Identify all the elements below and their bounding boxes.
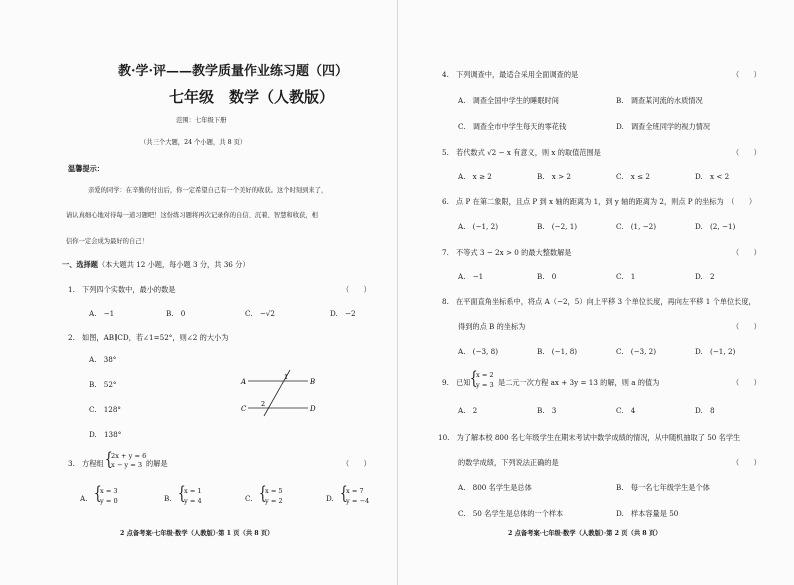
label-c: C [241, 405, 247, 413]
q3-stem-prefix: 3. 方程组 [68, 459, 104, 468]
q8-answer-paren: （ ） [732, 322, 761, 331]
q1-answer-paren: （ ） [342, 285, 371, 294]
q1-option-c: C. −√2 [245, 309, 275, 318]
q2-option-c: C. 128° [89, 405, 122, 414]
tips-line-3: 信你一定会成为最好的自己！ [66, 238, 148, 245]
label-d: D [310, 405, 316, 413]
q6-option-b: B. (−2, 1) [537, 222, 578, 231]
q8-stem-line1: 8. 在平面直角坐标系中，将点 A（−2，5）向上平移 3 个单位长度，再向左平移 1 个单位长度， [442, 297, 756, 306]
q10-option-d: D. 样本容量是 50 [616, 509, 679, 518]
q8-option-b: B. (−1, 8) [537, 347, 578, 356]
q1-option-d: D. −2 [330, 309, 356, 318]
q6-option-c: C. (1, −2) [616, 222, 657, 231]
q4-option-b: B. 调查某河流的水质情况 [616, 96, 703, 105]
q4-option-d: D. 调查全班同学的视力情况 [616, 122, 711, 131]
q5-option-a: A. x ≥ 2 [458, 172, 492, 181]
q6-option-d: D. (2, −1) [695, 222, 736, 231]
q5-answer-paren: （ ） [732, 148, 761, 157]
q9-system-brace: { [469, 368, 478, 389]
q2-parallel-lines-figure [238, 368, 322, 418]
q3-system-brace: { [104, 449, 113, 470]
q5-stem: 5. 若代数式 √2 − x 有意义，则 x 的取值范围是 [442, 148, 601, 157]
q6-stem: 6. 点 P 在第二象限，且点 P 到 x 轴的距离为 1，到 y 轴的距离为 2，则点 P 的坐标为 （ ） [442, 197, 757, 206]
q3-option-a-brace: { [93, 483, 102, 504]
q3-option-c-brace: { [258, 483, 267, 504]
q3-stem-suffix: 的解是 [146, 459, 168, 468]
q9-stem-suffix: 是二元一次方程 ax + 3y = 13 的解，则 a 的值为 [498, 378, 660, 387]
q10-option-a: A. 800 名学生是总体 [458, 483, 532, 492]
exam-scope: 范围：七年级下册 [176, 117, 227, 124]
tips-line-2: 请认真细心地对待每一道习题吧！这份练习题将再次记录你的自信、沉着、智慧和收获，相 [66, 212, 318, 219]
q3-option-d-y: y = −4 [346, 497, 370, 505]
q9-option-c: C. 4 [616, 406, 636, 415]
q5-option-d: D. x < 2 [695, 172, 730, 181]
q4-stem: 4. 下列调查中，最适合采用全面调查的是 [442, 70, 579, 79]
label-a: A [241, 378, 247, 386]
q10-answer-paren: （ ） [732, 458, 761, 467]
q9-option-a: A. 2 [458, 406, 478, 415]
left-page-footer: 2 点备考案·七年级·数学（人教版）·第 1 页（共 8 页） [120, 530, 274, 537]
q7-option-b: B. 0 [537, 272, 557, 281]
q9-option-d: D. 8 [695, 406, 715, 415]
angle-2-label: 2 [261, 400, 266, 408]
q3-option-b-brace: { [177, 483, 186, 504]
q2-option-d: D. 138° [89, 430, 122, 439]
q3-option-b-y: y = 4 [184, 497, 202, 505]
q3-option-d-label: D. [326, 494, 334, 503]
q4-option-a: A. 调查全国中学生的睡眠时间 [458, 96, 559, 105]
q8-option-a: A. (−3, 8) [458, 347, 499, 356]
angle-1-label: 1 [284, 373, 289, 381]
q3-option-a-y: y = 0 [100, 497, 118, 505]
tips-line-1: 亲爱的同学：在辛勤的付出后，你一定希望自己有一个美好的收获。这个时刻到来了， [88, 187, 328, 194]
q7-option-a: A. −1 [458, 272, 484, 281]
q9-answer-paren: （ ） [732, 378, 761, 387]
q3-option-a-x: x = 3 [100, 487, 118, 495]
right-exam-page [398, 0, 794, 585]
q4-option-c: C. 调查全市中学生每天的零花钱 [458, 122, 567, 131]
q7-option-d: D. 2 [695, 272, 715, 281]
section-desc: （本大题共 12 小题，每小题 3 分，共 36 分） [97, 260, 250, 269]
q9-system-y: y = 3 [476, 381, 494, 389]
q10-option-b: B. 每一名七年级学生是个体 [616, 483, 710, 492]
q8-option-c: C. (−3, 2) [616, 347, 657, 356]
q3-option-d-x: x = 7 [346, 487, 364, 495]
q3-answer-paren: （ ） [342, 459, 371, 468]
q2-stem: 2. 如图，AB∥CD，若∠1=52°，则∠2 的大小为 [68, 333, 229, 342]
q5-option-b: B. x > 2 [537, 172, 571, 181]
q4-answer-paren: （ ） [732, 70, 761, 79]
q3-option-d-brace: { [339, 483, 348, 504]
q3-system-eq2: x − y = 3 [111, 461, 143, 469]
q3-option-c-x: x = 5 [265, 487, 283, 495]
q1-option-b: B. 0 [166, 309, 186, 318]
q3-option-c-y: y = 2 [265, 497, 283, 505]
q9-option-b: B. 3 [537, 406, 557, 415]
q6-option-a: A. (−1, 2) [458, 222, 499, 231]
q3-option-a-label: A. [80, 494, 88, 503]
q10-stem-line2: 的数学成绩，下列说法正确的是 [458, 458, 559, 467]
section-heading [62, 260, 250, 269]
q3-option-c-label: C. [245, 494, 253, 503]
q3-option-b-x: x = 1 [184, 487, 202, 495]
q9-stem-prefix: 9. 已知 [442, 378, 471, 387]
q2-option-b: B. 52° [89, 380, 117, 389]
q10-option-c: C. 50 名学生是总体的一个样本 [458, 509, 564, 518]
q1-option-a: A. −1 [89, 309, 115, 318]
tips-label: 温馨提示： [68, 164, 104, 173]
q8-option-d: D. (−1, 2) [695, 347, 736, 356]
q9-system-x: x = 2 [476, 371, 494, 379]
grade-subject-title: 七年级 数学（人教版） [169, 88, 335, 106]
q5-option-c: C. x ≤ 2 [616, 172, 650, 181]
q1-stem: 1. 下列四个实数中，最小的数是 [68, 285, 176, 294]
q2-option-a: A. 38° [89, 355, 117, 364]
q3-system-eq1: 2x + y = 6 [111, 452, 147, 460]
label-b: B [310, 378, 316, 386]
q10-stem-line1: 10. 为了解本校 800 名七年级学生在期末考试中数学成绩的情况，从中随机抽取了 50 名学生 [438, 433, 741, 442]
section-title: 一、选择题 [62, 260, 98, 269]
q7-option-c: C. 1 [616, 272, 636, 281]
exam-summary: （共三个大题，24 个小题，共 8 页） [140, 139, 247, 146]
right-page-footer: 2 点备考案·七年级·数学（人教版）·第 2 页（共 8 页） [508, 530, 662, 537]
q7-stem: 7. 不等式 3 − 2x > 0 的最大整数解是 [442, 248, 572, 257]
exam-title: 教·学·评——教学质量作业练习题（四） [118, 64, 349, 79]
q3-option-b-label: B. [164, 494, 172, 503]
q8-stem-line2: 得到的点 B 的坐标为 [458, 322, 526, 331]
q7-answer-paren: （ ） [732, 248, 761, 257]
